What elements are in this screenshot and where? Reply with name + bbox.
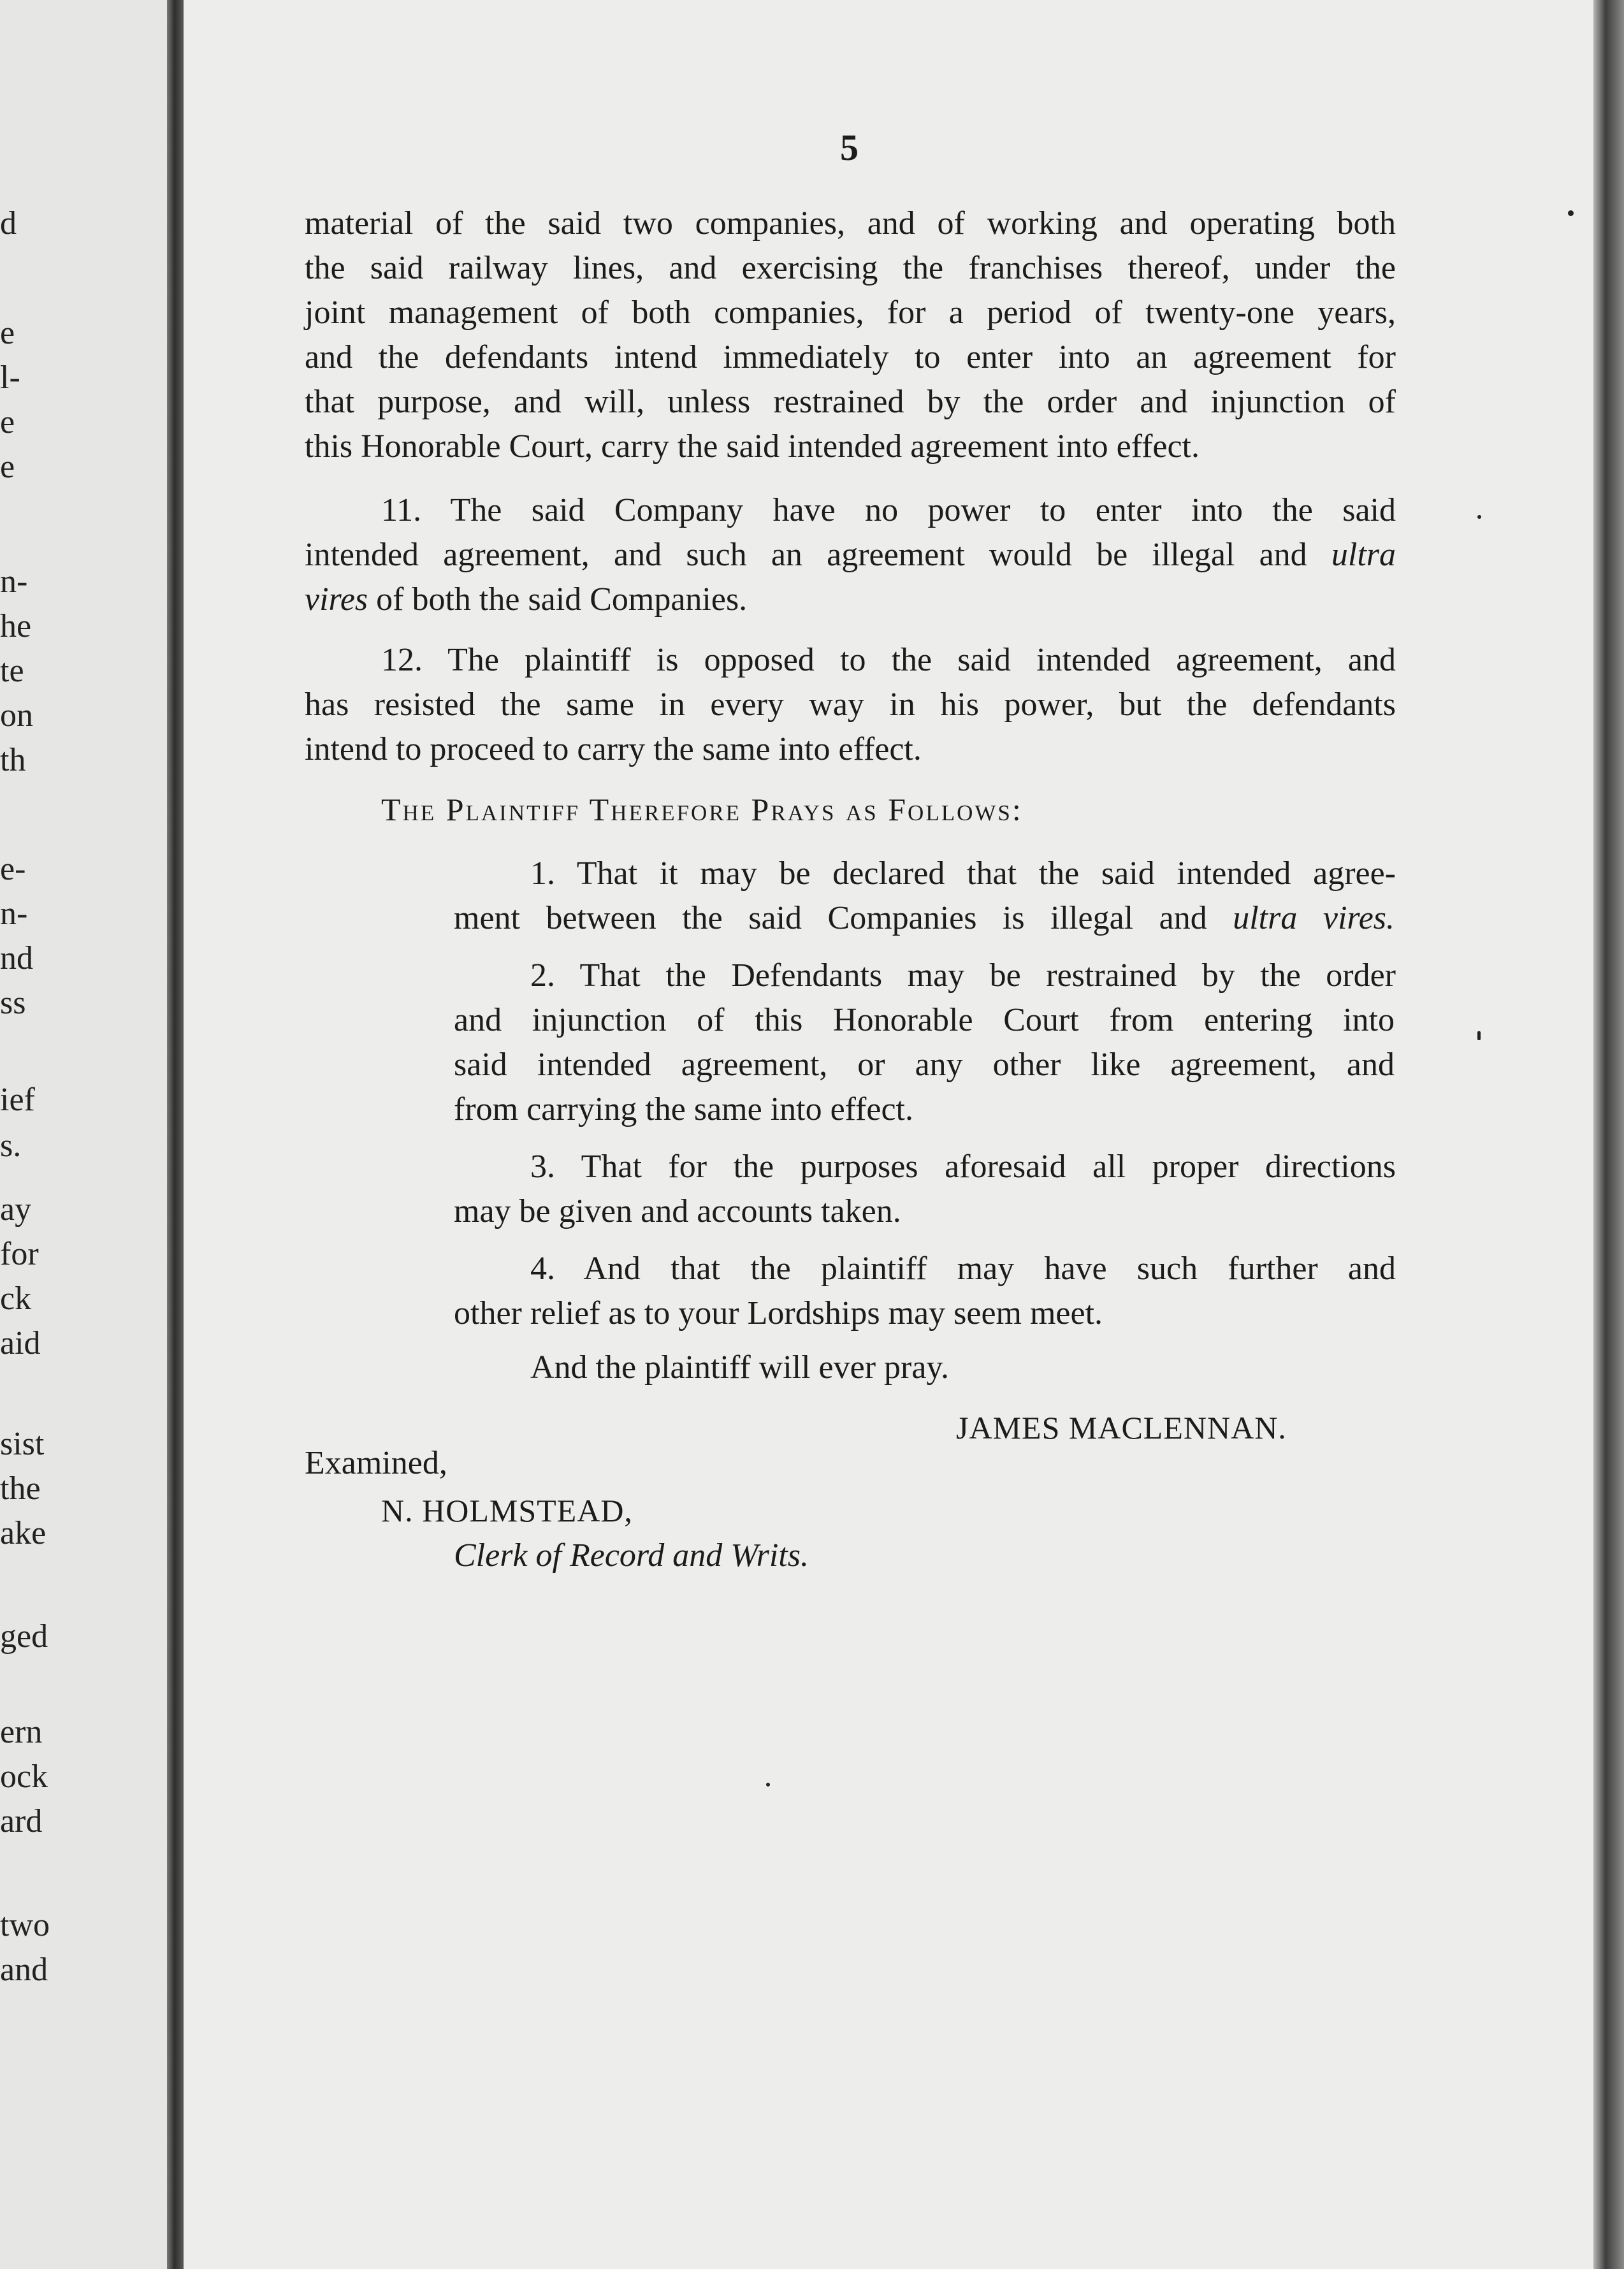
prayer-heading: The Plaintiff Therefore Prays as Follows:	[381, 792, 1023, 827]
left-fragment: for	[0, 1236, 39, 1272]
para-12-line: 12. The plaintiff is opposed to the said intended agreement, and	[381, 642, 1396, 678]
left-fragment: he	[0, 608, 32, 644]
left-fragment: e	[0, 404, 15, 440]
left-fragment: ock	[0, 1758, 48, 1795]
body-line: that purpose, and will, unless restrained by the order and injunction of	[305, 384, 1396, 420]
ink-speck	[1568, 210, 1574, 216]
left-fragment: two	[0, 1907, 50, 1943]
prayer-line: said intended agreement, or any other like agreement, and	[454, 1047, 1395, 1083]
body-line: material of the said two companies, and of working and operating both	[305, 205, 1396, 242]
left-fragment: te	[0, 653, 24, 689]
left-fragment: ss	[0, 985, 26, 1021]
prayer-italic: ultra vires.	[1233, 900, 1395, 936]
para-11-line	[305, 583, 747, 616]
left-fragment: ck	[0, 1280, 32, 1317]
left-fragment: e-	[0, 851, 26, 887]
left-fragment: n-	[0, 895, 28, 932]
left-fragment: th	[0, 742, 26, 778]
para-11-text: intended agreement, and such an agreement would be illegal and	[305, 537, 1307, 573]
para-12-line: intend to proceed to carry the same into effect.	[305, 731, 922, 767]
examined-label: Examined,	[305, 1445, 447, 1481]
left-fragment: l-	[0, 359, 20, 396]
para-11-line	[305, 539, 1396, 572]
left-fragment: and	[0, 1952, 48, 1988]
left-fragment: ard	[0, 1803, 43, 1839]
ink-speck	[1477, 515, 1481, 519]
left-fragment: aid	[0, 1325, 41, 1361]
page-edge-shadow	[1593, 0, 1624, 2269]
prayer-line: 1. That it may be declared that the said intended agree-	[530, 855, 1396, 892]
prayer-line: from carrying the same into effect.	[454, 1091, 913, 1127]
examiner-title: Clerk of Record and Writs.	[454, 1537, 809, 1574]
prayer-line: 3. That for the purposes aforesaid all proper directions	[530, 1149, 1396, 1185]
body-line: joint management of both companies, for a period of twenty-one years,	[305, 294, 1396, 331]
para-12-line: has resisted the same in every way in his power, but the defendants	[305, 686, 1396, 723]
page-number: 5	[840, 127, 859, 168]
left-fragment: ake	[0, 1515, 47, 1551]
prayer-line	[454, 902, 1395, 935]
left-fragment: on	[0, 697, 33, 734]
plaintiff-signature: JAMES MACLENNAN.	[956, 1410, 1287, 1446]
left-fragment: s.	[0, 1127, 22, 1164]
prayer-line: other relief as to your Lordships may seem meet.	[454, 1295, 1103, 1331]
left-fragment: sist	[0, 1426, 45, 1462]
prayer-line: 2. That the Defendants may be restrained by the order	[530, 957, 1396, 994]
body-line: this Honorable Court, carry the said intended agreement into effect.	[305, 428, 1200, 465]
left-fragment: ief	[0, 1082, 35, 1118]
left-fragment: the	[0, 1470, 41, 1507]
left-fragment: ged	[0, 1618, 48, 1655]
prayer-line: 4. And that the plaintiff may have such further and	[530, 1250, 1396, 1287]
para-11-text: of both the said Companies.	[376, 581, 748, 618]
left-fragment: ern	[0, 1714, 43, 1750]
left-fragment: e	[0, 315, 15, 351]
ink-speck	[766, 1783, 770, 1787]
para-11-italic: vires	[305, 581, 368, 618]
para-11-line: 11. The said Company have no power to enter into the said	[381, 492, 1396, 528]
book-gutter	[167, 0, 184, 2269]
body-line: and the defendants intend immediately to enter into an agreement for	[305, 339, 1396, 375]
prayer-line: and injunction of this Honorable Court from entering into	[454, 1002, 1395, 1038]
left-fragment: d	[0, 205, 17, 242]
left-fragment: n-	[0, 563, 28, 600]
prayer-line: may be given and accounts taken.	[454, 1193, 901, 1229]
left-fragment: nd	[0, 940, 33, 976]
ink-speck	[1477, 1031, 1481, 1040]
adjacent-page-edge	[0, 0, 167, 2269]
closing-line: And the plaintiff will ever pray.	[530, 1349, 950, 1386]
examiner-name: N. HOLMSTEAD,	[381, 1493, 633, 1528]
left-fragment: ay	[0, 1191, 32, 1228]
body-line: the said railway lines, and exercising the franchises thereof, under the	[305, 250, 1396, 286]
left-fragment: e	[0, 449, 15, 485]
para-11-italic: ultra	[1331, 537, 1396, 573]
prayer-text: ment between the said Companies is illegal and	[454, 900, 1207, 936]
